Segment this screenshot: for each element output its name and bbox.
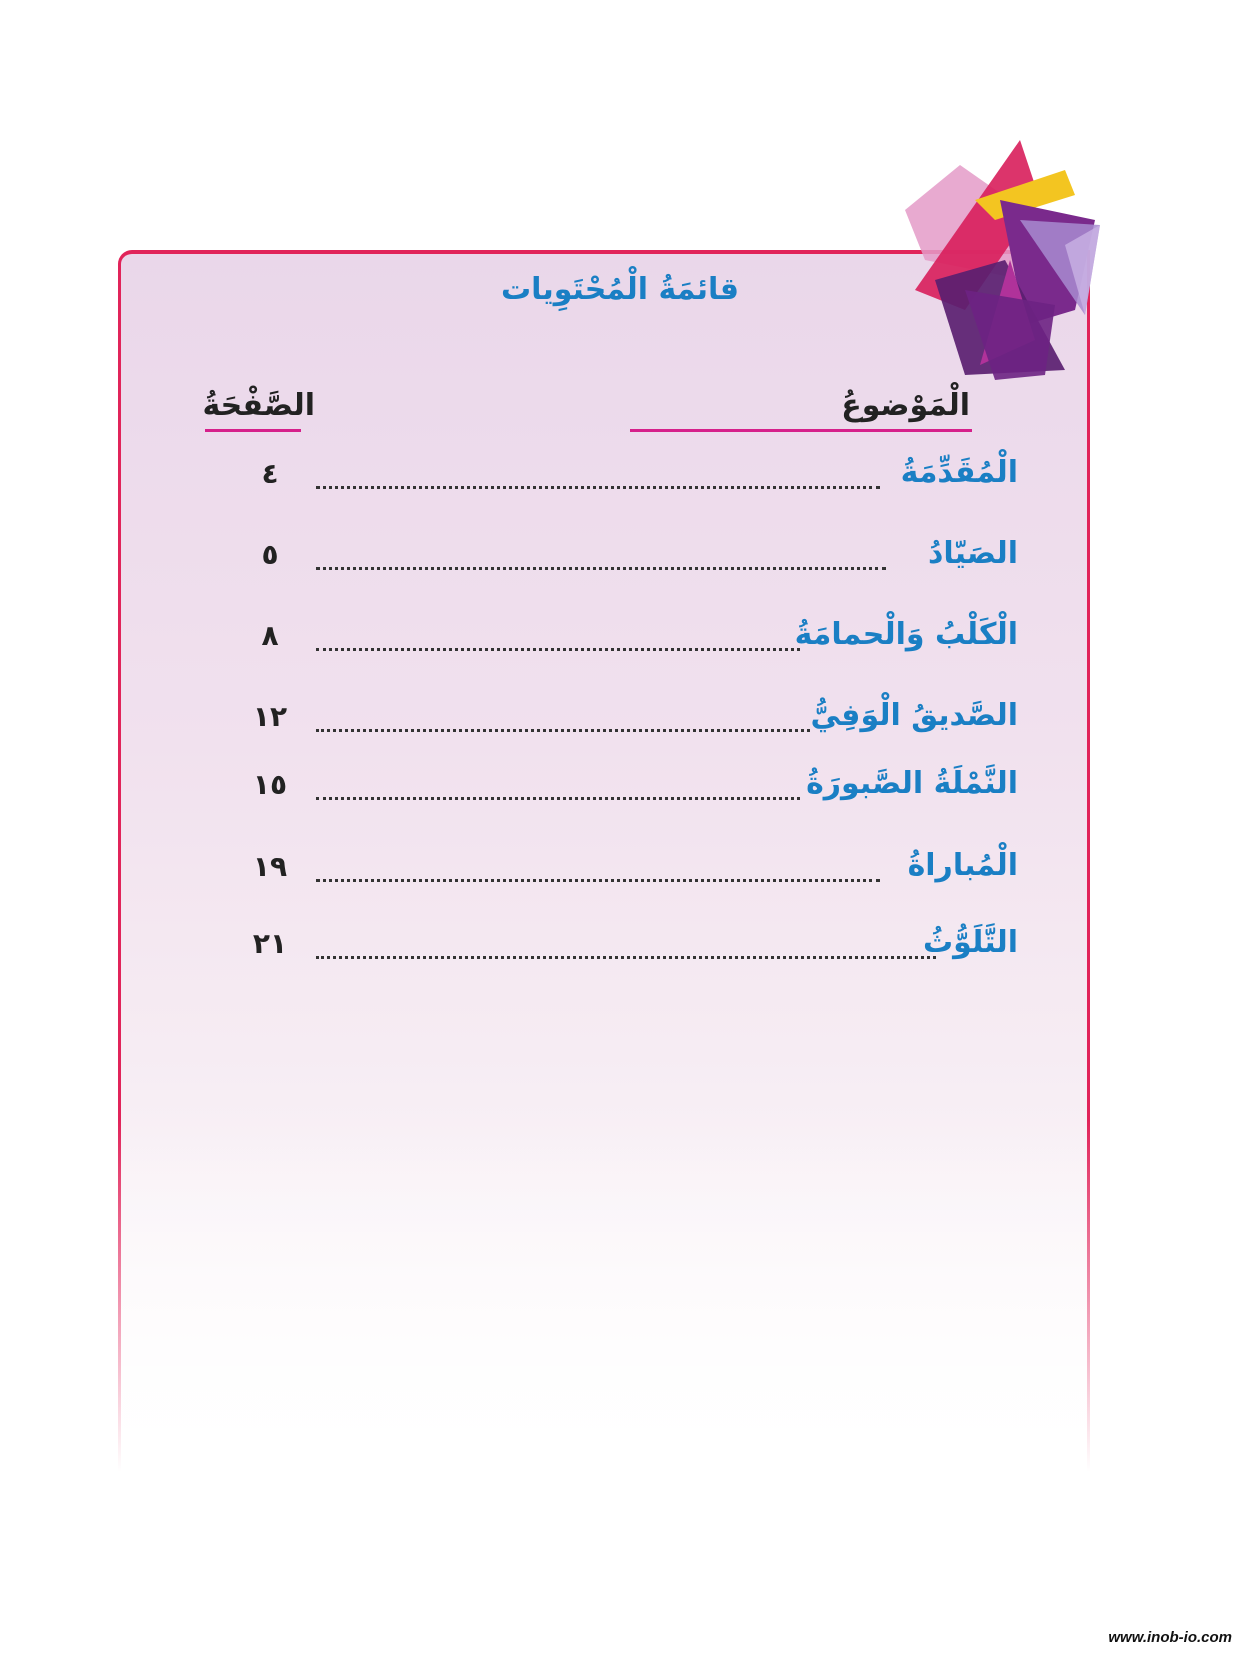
toc-topic: الصَّديقُ الْوَفِيُّ xyxy=(810,698,1018,733)
toc-row[interactable] xyxy=(0,698,1240,748)
toc-leader-dots xyxy=(316,648,800,651)
toc-row[interactable] xyxy=(0,848,1240,898)
toc-page-number: ٥ xyxy=(261,538,279,571)
watermark: www.inob-io.com xyxy=(1108,1629,1232,1646)
toc-leader-dots xyxy=(316,956,936,959)
toc-topic: الْكَلْبُ وَالْحمامَةُ xyxy=(794,617,1018,652)
toc-row[interactable] xyxy=(0,617,1240,667)
toc-leader-dots xyxy=(316,797,800,800)
panel-fade xyxy=(112,1120,1096,1490)
page-title: قائمَةُ الْمُحْتَوِيات xyxy=(501,272,739,307)
crystal-decoration-icon xyxy=(905,140,1175,400)
toc-page-number: ٤ xyxy=(261,457,279,490)
toc-page-number: ٢١ xyxy=(252,927,288,960)
toc-row[interactable] xyxy=(0,766,1240,816)
toc-page-number: ١٩ xyxy=(252,850,288,883)
page-column-header: الصَّفْحَةُ xyxy=(202,388,315,423)
toc-page-number: ٨ xyxy=(261,619,279,652)
toc-page-number: ١٢ xyxy=(252,700,288,733)
topic-header-rule xyxy=(630,429,972,432)
topic-column-header: الْمَوْضوعُ xyxy=(841,388,970,423)
toc-topic: الْمُباراةُ xyxy=(907,848,1018,883)
toc-leader-dots xyxy=(316,879,880,882)
toc-topic: التَّلَوُّثُ xyxy=(923,925,1018,960)
toc-page-number: ١٥ xyxy=(252,768,288,801)
toc-row[interactable] xyxy=(0,455,1240,505)
toc-topic: الْمُقَدِّمَةُ xyxy=(900,455,1018,490)
page-header-rule xyxy=(205,429,301,432)
toc-leader-dots xyxy=(316,567,886,570)
toc-row[interactable] xyxy=(0,925,1240,975)
toc-leader-dots xyxy=(316,729,810,732)
toc-row[interactable] xyxy=(0,536,1240,586)
toc-topic: النَّمْلَةُ الصَّبورَةُ xyxy=(806,766,1018,801)
toc-topic: الصَيّادُ xyxy=(927,536,1018,571)
toc-leader-dots xyxy=(316,486,880,489)
